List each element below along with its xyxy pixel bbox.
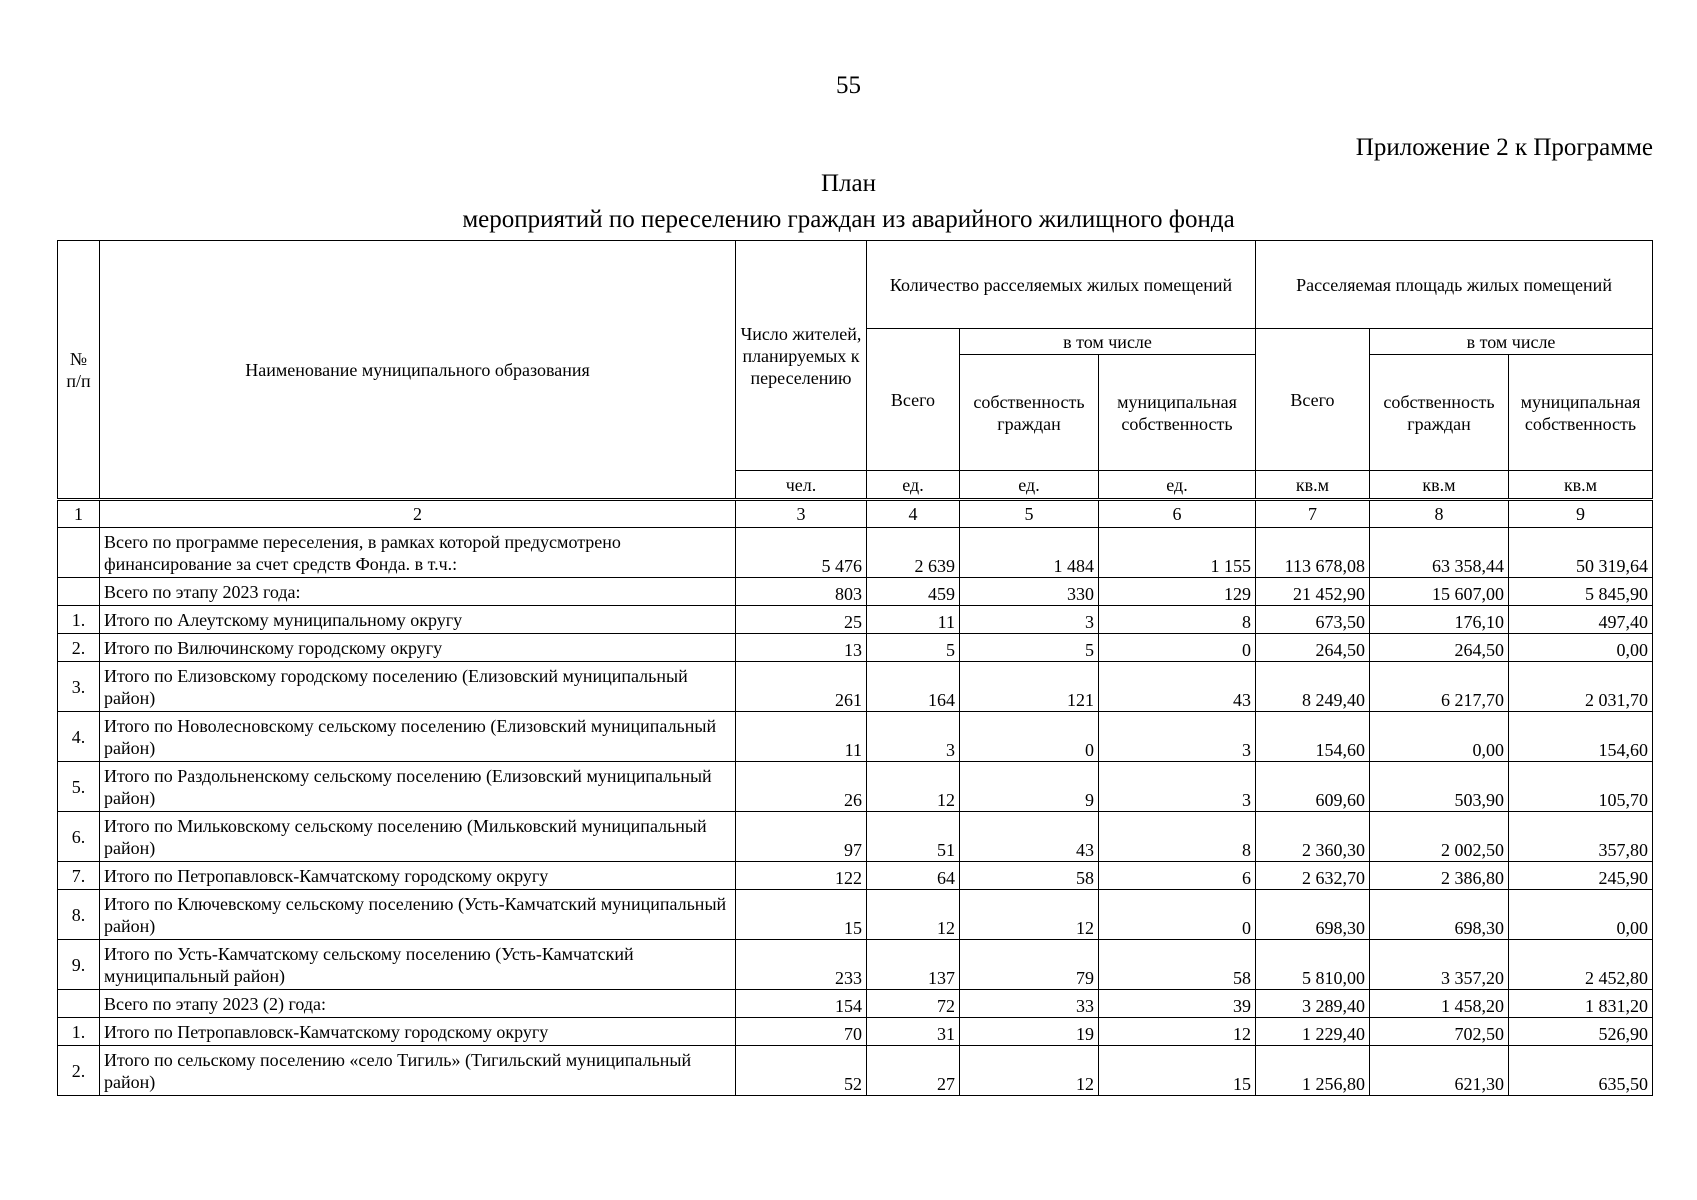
row-area-municipal: 1 831,20 [1509, 990, 1653, 1018]
column-number: 7 [1256, 500, 1370, 528]
row-name: Всего по этапу 2023 (2) года: [100, 990, 736, 1018]
table-row [58, 890, 1653, 940]
row-name: Итого по сельскому поселению «село Тигиль» (Тигильский муниципальный район) [100, 1046, 736, 1096]
row-area-owned: 0,00 [1370, 712, 1509, 762]
column-number: 3 [736, 500, 867, 528]
row-units-owned: 1 484 [960, 528, 1099, 578]
row-units-municipal: 129 [1099, 578, 1256, 606]
row-area-owned: 15 607,00 [1370, 578, 1509, 606]
row-area-total: 2 360,30 [1256, 812, 1370, 862]
row-area-owned: 698,30 [1370, 890, 1509, 940]
table-row [58, 578, 1653, 606]
table-row [58, 990, 1653, 1018]
row-area-total: 2 632,70 [1256, 862, 1370, 890]
header-name: Наименование муниципального образования [100, 241, 736, 500]
row-units-owned: 33 [960, 990, 1099, 1018]
row-residents: 154 [736, 990, 867, 1018]
table-row [58, 1046, 1653, 1096]
table-row [58, 712, 1653, 762]
resettlement-plan-table [57, 240, 1653, 1096]
row-index [58, 990, 100, 1018]
row-units-municipal: 8 [1099, 812, 1256, 862]
row-area-owned: 2 386,80 [1370, 862, 1509, 890]
table-row [58, 940, 1653, 990]
row-area-municipal: 5 845,90 [1509, 578, 1653, 606]
row-units-owned: 121 [960, 662, 1099, 712]
header-residents: Число жителей, планируемых к переселению [736, 241, 867, 471]
column-number-row [58, 500, 1653, 528]
header-units-municipal: муниципальная собственность [1099, 355, 1256, 471]
row-name: Итого по Петропавловск-Камчатскому городскому округу [100, 862, 736, 890]
row-residents: 70 [736, 1018, 867, 1046]
row-units-total: 27 [867, 1046, 960, 1096]
row-residents: 97 [736, 812, 867, 862]
row-index [58, 528, 100, 578]
column-number: 8 [1370, 500, 1509, 528]
row-area-total: 5 810,00 [1256, 940, 1370, 990]
table-row [58, 862, 1653, 890]
row-area-owned: 621,30 [1370, 1046, 1509, 1096]
row-residents: 122 [736, 862, 867, 890]
row-residents: 261 [736, 662, 867, 712]
row-area-owned: 3 357,20 [1370, 940, 1509, 990]
column-number: 5 [960, 500, 1099, 528]
row-area-municipal: 245,90 [1509, 862, 1653, 890]
unit-area-municipal: кв.м [1509, 471, 1653, 500]
header-area-owned: собственность граждан [1370, 355, 1509, 471]
row-area-total: 264,50 [1256, 634, 1370, 662]
row-area-municipal: 357,80 [1509, 812, 1653, 862]
document-subtitle: мероприятий по переселению граждан из аварийного жилищного фонда [462, 206, 1235, 233]
row-area-municipal: 2 031,70 [1509, 662, 1653, 712]
row-units-municipal: 8 [1099, 606, 1256, 634]
row-area-municipal: 635,50 [1509, 1046, 1653, 1096]
header-units-group: Количество расселяемых жилых помещений [867, 241, 1256, 329]
row-units-owned: 330 [960, 578, 1099, 606]
row-index: 4. [58, 712, 100, 762]
row-name: Итого по Раздольненскому сельскому поселению (Елизовский муниципальный район) [100, 762, 736, 812]
column-number: 6 [1099, 500, 1256, 528]
row-residents: 803 [736, 578, 867, 606]
row-units-total: 51 [867, 812, 960, 862]
table-row [58, 762, 1653, 812]
row-area-municipal: 497,40 [1509, 606, 1653, 634]
column-number: 9 [1509, 500, 1653, 528]
row-name: Итого по Петропавловск-Камчатскому городскому округу [100, 1018, 736, 1046]
row-area-owned: 1 458,20 [1370, 990, 1509, 1018]
row-name: Всего по этапу 2023 года: [100, 578, 736, 606]
document-title: План [820, 170, 876, 197]
row-index: 1. [58, 1018, 100, 1046]
row-area-owned: 702,50 [1370, 1018, 1509, 1046]
row-units-total: 137 [867, 940, 960, 990]
row-area-municipal: 50 319,64 [1509, 528, 1653, 578]
row-units-total: 64 [867, 862, 960, 890]
row-units-owned: 0 [960, 712, 1099, 762]
row-index: 2. [58, 634, 100, 662]
row-area-owned: 264,50 [1370, 634, 1509, 662]
row-residents: 233 [736, 940, 867, 990]
header-num: № п/п [58, 241, 100, 500]
row-area-owned: 6 217,70 [1370, 662, 1509, 712]
row-name: Всего по программе переселения, в рамках которой предусмотрено финансирование за счет средств Фонда. в т.ч.: [100, 528, 736, 578]
row-units-total: 459 [867, 578, 960, 606]
row-units-municipal: 6 [1099, 862, 1256, 890]
row-units-owned: 3 [960, 606, 1099, 634]
row-name: Итого по Новолесновскому сельскому поселению (Елизовский муниципальный район) [100, 712, 736, 762]
row-name: Итого по Усть-Камчатскому сельскому поселению (Усть-Камчатский муниципальный район) [100, 940, 736, 990]
row-residents: 26 [736, 762, 867, 812]
row-index: 3. [58, 662, 100, 712]
page-number: 55 [836, 72, 861, 99]
row-units-municipal: 39 [1099, 990, 1256, 1018]
row-area-municipal: 105,70 [1509, 762, 1653, 812]
row-index: 9. [58, 940, 100, 990]
row-area-municipal: 154,60 [1509, 712, 1653, 762]
row-area-municipal: 0,00 [1509, 634, 1653, 662]
row-units-owned: 43 [960, 812, 1099, 862]
row-area-total: 673,50 [1256, 606, 1370, 634]
row-residents: 5 476 [736, 528, 867, 578]
header-area-including: в том числе [1370, 329, 1653, 355]
row-area-municipal: 0,00 [1509, 890, 1653, 940]
table-row [58, 812, 1653, 862]
row-units-municipal: 58 [1099, 940, 1256, 990]
row-area-total: 609,60 [1256, 762, 1370, 812]
row-index [58, 578, 100, 606]
row-area-municipal: 526,90 [1509, 1018, 1653, 1046]
row-units-owned: 9 [960, 762, 1099, 812]
unit-units-total: ед. [867, 471, 960, 500]
row-units-municipal: 0 [1099, 634, 1256, 662]
table-row [58, 634, 1653, 662]
row-index: 1. [58, 606, 100, 634]
row-area-total: 8 249,40 [1256, 662, 1370, 712]
row-residents: 25 [736, 606, 867, 634]
row-units-total: 72 [867, 990, 960, 1018]
row-units-municipal: 1 155 [1099, 528, 1256, 578]
header-units-total: Всего [867, 329, 960, 471]
row-units-total: 12 [867, 890, 960, 940]
row-name: Итого по Елизовскому городскому поселению (Елизовский муниципальный район) [100, 662, 736, 712]
table-row [58, 1018, 1653, 1046]
row-units-owned: 19 [960, 1018, 1099, 1046]
row-index: 2. [58, 1046, 100, 1096]
row-residents: 52 [736, 1046, 867, 1096]
row-area-total: 1 256,80 [1256, 1046, 1370, 1096]
row-name: Итого по Алеутскому муниципальному округу [100, 606, 736, 634]
column-number: 1 [58, 500, 100, 528]
unit-residents: чел. [736, 471, 867, 500]
row-units-owned: 12 [960, 1046, 1099, 1096]
column-number: 4 [867, 500, 960, 528]
row-area-total: 21 452,90 [1256, 578, 1370, 606]
unit-units-owned: ед. [960, 471, 1099, 500]
table-row [58, 606, 1653, 634]
unit-area-owned: кв.м [1370, 471, 1509, 500]
row-units-owned: 79 [960, 940, 1099, 990]
row-name: Итого по Вилючинскому городскому округу [100, 634, 736, 662]
row-units-total: 3 [867, 712, 960, 762]
row-units-municipal: 12 [1099, 1018, 1256, 1046]
row-units-total: 11 [867, 606, 960, 634]
column-number: 2 [100, 500, 736, 528]
row-units-owned: 58 [960, 862, 1099, 890]
unit-area-total: кв.м [1256, 471, 1370, 500]
row-name: Итого по Мильковскому сельскому поселению (Мильковский муниципальный район) [100, 812, 736, 862]
row-units-owned: 12 [960, 890, 1099, 940]
header-area-group: Расселяемая площадь жилых помещений [1256, 241, 1653, 329]
row-area-total: 3 289,40 [1256, 990, 1370, 1018]
unit-units-municipal: ед. [1099, 471, 1256, 500]
row-index: 8. [58, 890, 100, 940]
appendix-label: Приложение 2 к Программе [1355, 134, 1653, 161]
row-area-owned: 503,90 [1370, 762, 1509, 812]
table-row [58, 662, 1653, 712]
row-residents: 13 [736, 634, 867, 662]
row-units-municipal: 15 [1099, 1046, 1256, 1096]
row-units-total: 12 [867, 762, 960, 812]
row-units-total: 164 [867, 662, 960, 712]
row-units-total: 5 [867, 634, 960, 662]
row-units-total: 2 639 [867, 528, 960, 578]
row-residents: 11 [736, 712, 867, 762]
row-units-municipal: 0 [1099, 890, 1256, 940]
row-index: 5. [58, 762, 100, 812]
row-index: 6. [58, 812, 100, 862]
row-units-municipal: 3 [1099, 762, 1256, 812]
row-area-owned: 176,10 [1370, 606, 1509, 634]
header-units-including: в том числе [960, 329, 1256, 355]
header-units-owned: собственность граждан [960, 355, 1099, 471]
row-units-municipal: 3 [1099, 712, 1256, 762]
row-units-municipal: 43 [1099, 662, 1256, 712]
table-row [58, 528, 1653, 578]
row-area-total: 154,60 [1256, 712, 1370, 762]
row-units-owned: 5 [960, 634, 1099, 662]
row-index: 7. [58, 862, 100, 890]
row-name: Итого по Ключевскому сельскому поселению (Усть-Камчатский муниципальный район) [100, 890, 736, 940]
row-units-total: 31 [867, 1018, 960, 1046]
row-area-municipal: 2 452,80 [1509, 940, 1653, 990]
row-area-total: 1 229,40 [1256, 1018, 1370, 1046]
header-area-municipal: муниципальная собственность [1509, 355, 1653, 471]
row-area-total: 698,30 [1256, 890, 1370, 940]
header-area-total: Всего [1256, 329, 1370, 471]
row-area-owned: 63 358,44 [1370, 528, 1509, 578]
row-residents: 15 [736, 890, 867, 940]
row-area-owned: 2 002,50 [1370, 812, 1509, 862]
row-area-total: 113 678,08 [1256, 528, 1370, 578]
